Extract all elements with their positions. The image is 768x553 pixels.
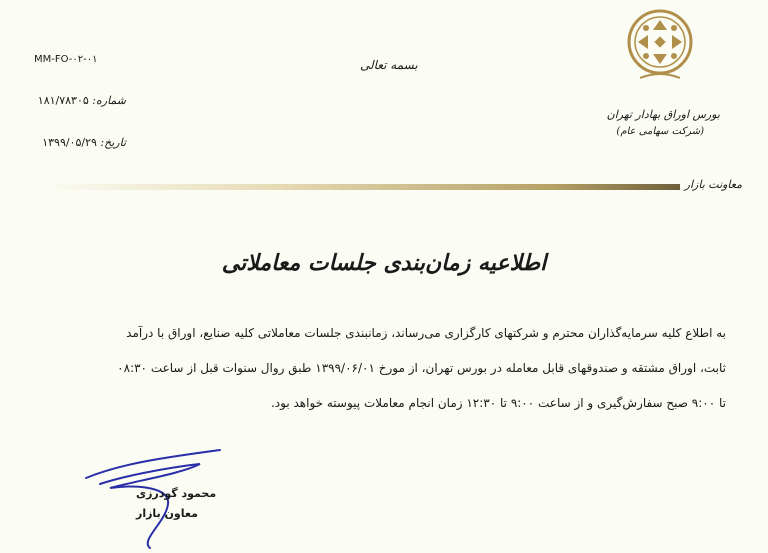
organization-type: (شرکت سهامی عام)	[616, 126, 704, 137]
tse-logo-emblem	[626, 8, 694, 88]
notice-title: اطلاعیه زمان‌بندی جلسات معاملاتی	[221, 250, 547, 276]
form-code: MM-FO-۰۲-۰۱	[34, 54, 98, 65]
notice-line: به اطلاع کلیه سرمایه‌گذاران محترم و شرکتهای کارگزاری می‌رساند، زمانبندی جلسات معاملاتی کلیه صنایع، اوراق با درآمد	[126, 326, 726, 340]
signer-title: معاون بازار	[136, 507, 198, 520]
letter-date-value: ۱۳۹۹/۰۵/۲۹	[42, 136, 97, 149]
organization-name: بورس اوراق بهادار تهران	[606, 108, 720, 121]
department-name: معاونت بازار	[684, 178, 742, 191]
letter-number	[36, 94, 126, 107]
notice-body	[60, 316, 726, 421]
letter-date	[36, 136, 126, 149]
letter-number-value: ۱۸۱/۷۸۳۰۵	[37, 94, 89, 107]
invocation-text: بسمه تعالی	[360, 58, 418, 72]
notice-line: تا ۹:۰۰ صبح سفارش‌گیری و از ساعت ۹:۰۰ تا ۱۲:۳۰ زمان انجام معاملات پیوسته خواهد بود.	[270, 396, 726, 410]
signer-name: محمود گودرزی	[136, 487, 217, 500]
letter-date-label: تاریخ:	[100, 136, 126, 149]
letter-number-label: شماره:	[92, 94, 126, 107]
header-divider	[40, 184, 680, 190]
notice-line: ثابت، اوراق مشتقه و صندوقهای قابل معامله در بورس تهران، از مورخ ۱۳۹۹/۰۶/۰۱ طبق روال سنوات قبل از ساعت ۰۸:۳۰	[117, 361, 726, 375]
